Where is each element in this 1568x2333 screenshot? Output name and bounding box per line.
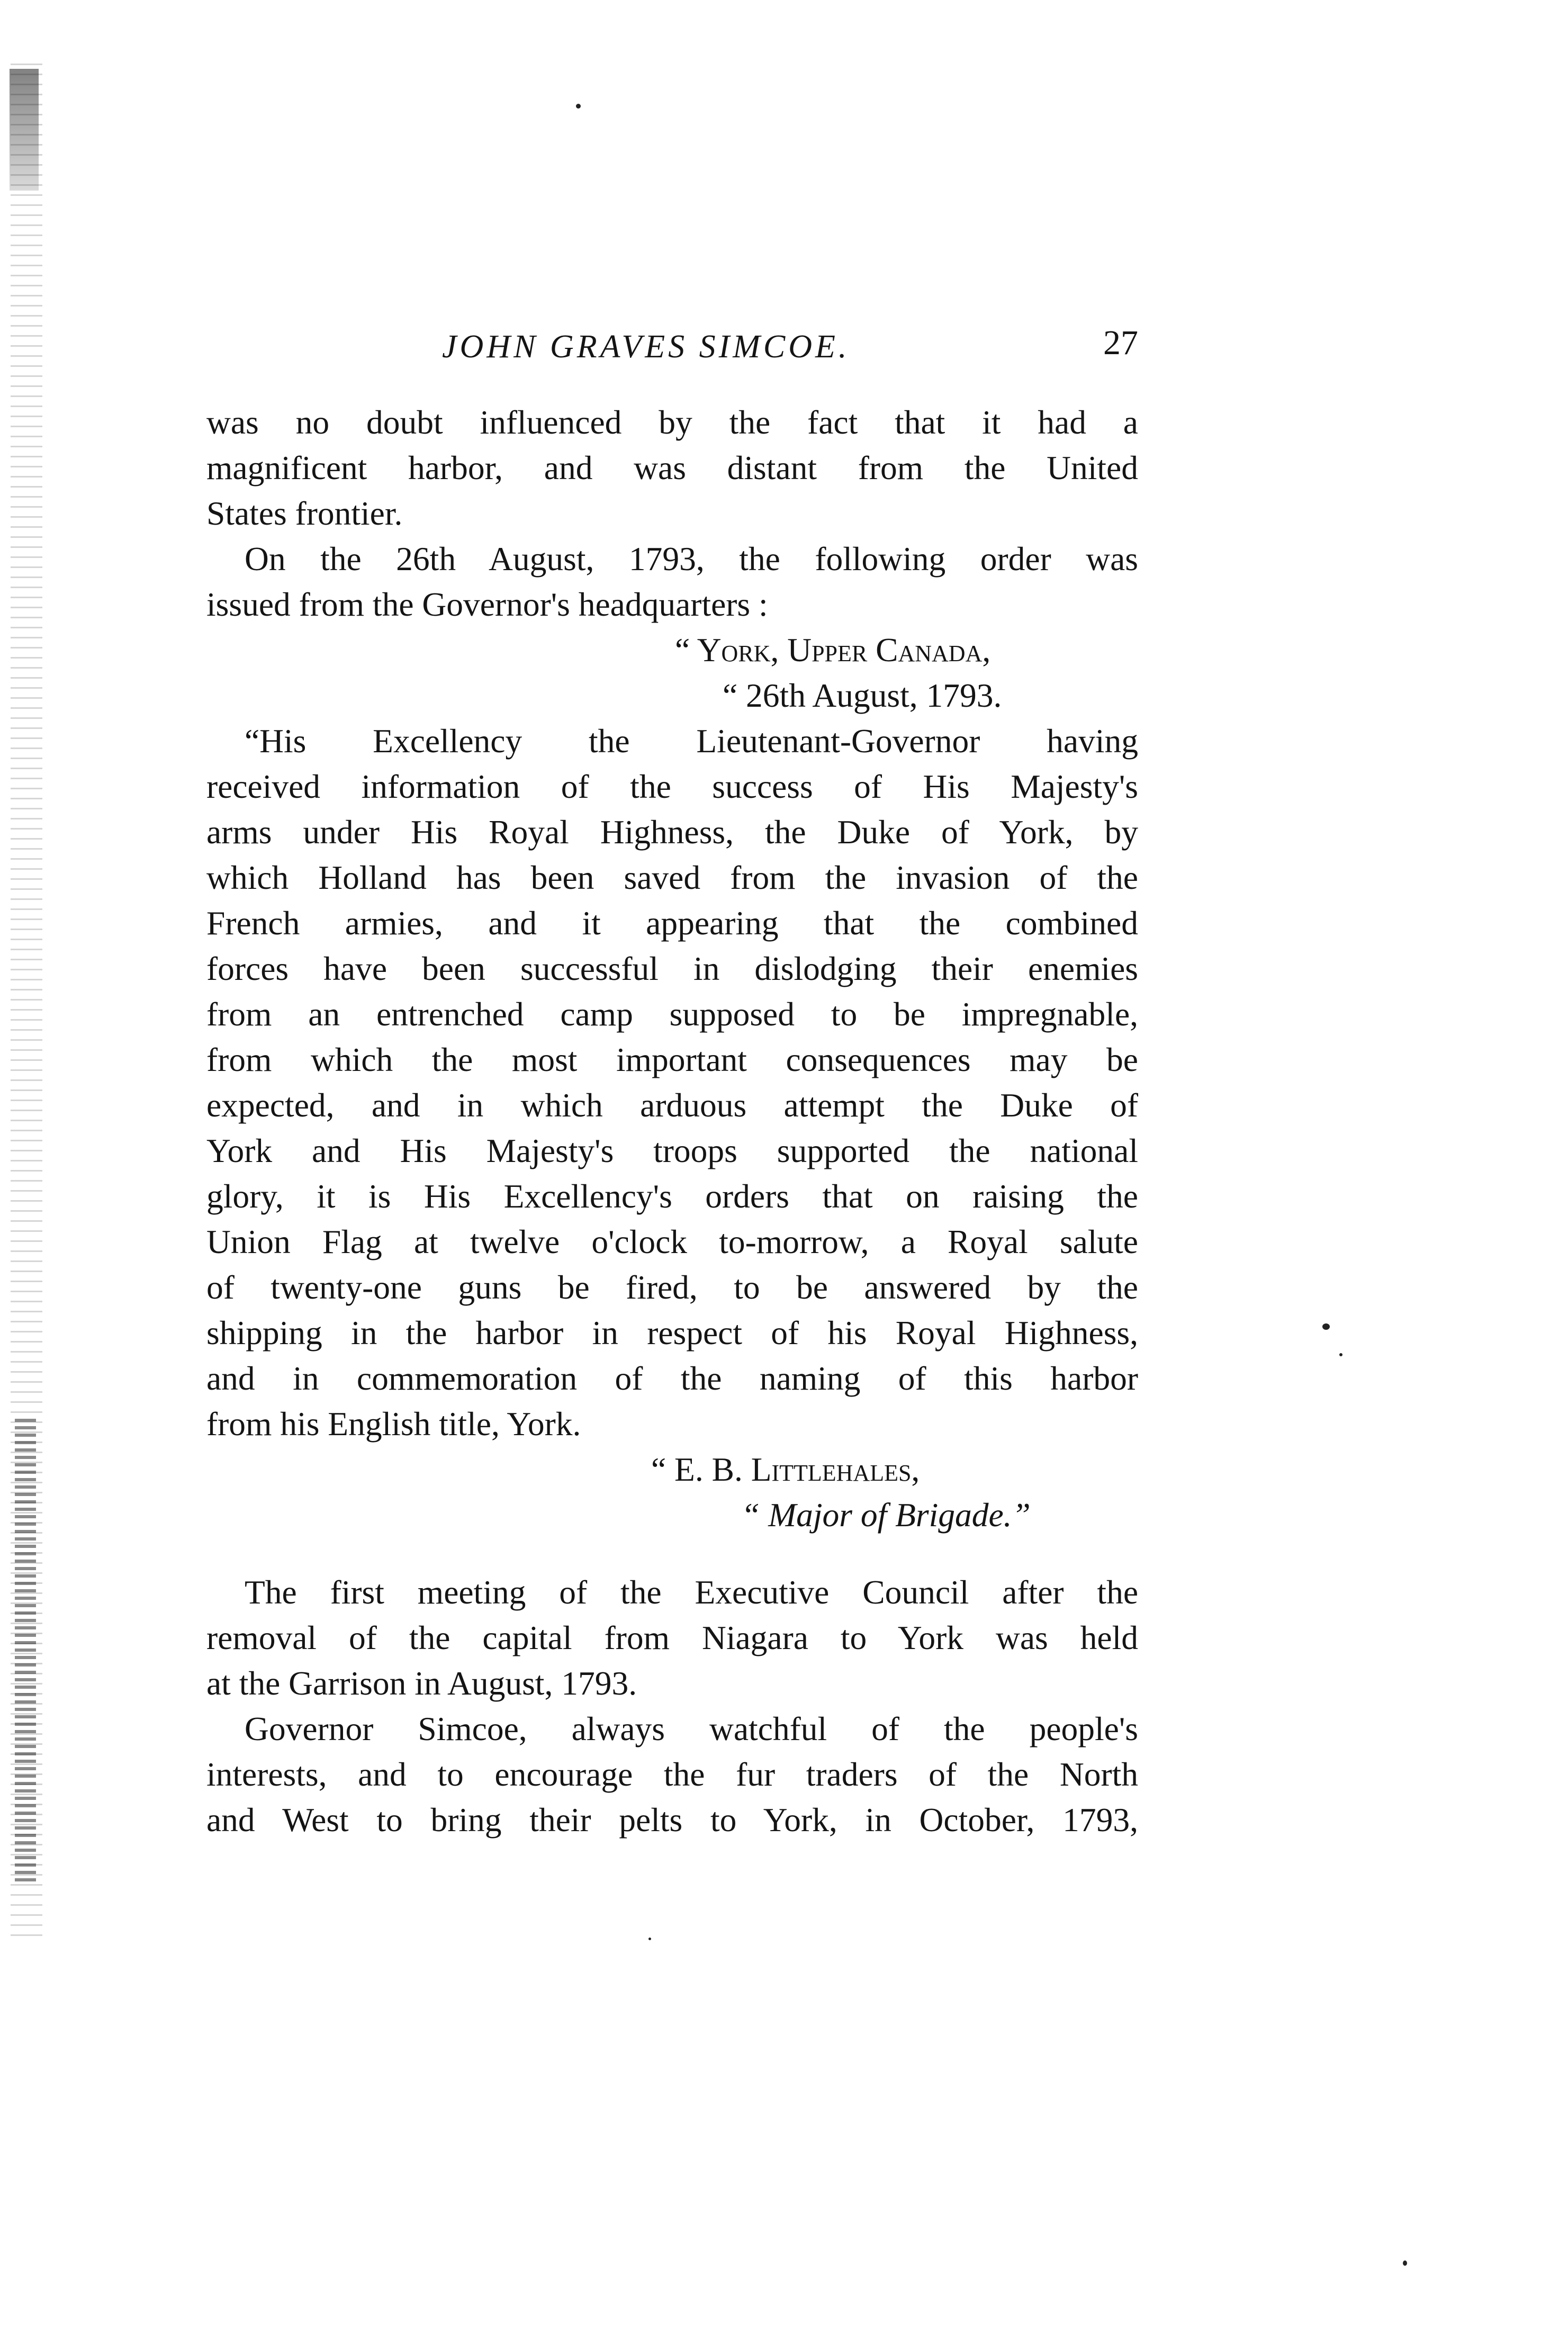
page-header [206, 323, 1138, 376]
text-line: The first meeting of the Executive Council after the [245, 1573, 1138, 1611]
paragraph-2 [206, 536, 1138, 627]
page-body [206, 400, 1138, 1843]
order-line: from which the most important consequences may be [206, 1041, 1138, 1078]
text-line: and West to bring their pelts to York, in October, 1793, [206, 1801, 1138, 1839]
paragraph-1 [206, 400, 1138, 536]
order-line: which Holland has been saved from the invasion of the [206, 859, 1138, 896]
order-signature-name: “ E. B. Littlehales, [651, 1451, 920, 1488]
scan-speck [648, 1938, 651, 1940]
text-line: magnificent harbor, and was distant from the United [206, 449, 1138, 487]
order-line: of twenty-one guns be fired, to be answered by the [206, 1268, 1138, 1306]
scan-speck [1403, 2260, 1407, 2266]
page-number: 27 [1103, 323, 1138, 362]
order-line: York and His Majesty's troops supported the national [206, 1132, 1138, 1169]
order-line: forces have been successful in dislodging their enemies [206, 950, 1138, 987]
order-dateline-date: “ 26th August, 1793. [723, 677, 1002, 714]
text-line: interests, and to encourage the fur traders of the North [206, 1755, 1138, 1793]
order-line: French armies, and it appearing that the combined [206, 904, 1138, 942]
scan-speck [1322, 1323, 1330, 1330]
order-line: from an entrenched camp supposed to be impregnable, [206, 995, 1138, 1033]
text-line: Governor Simcoe, always watchful of the people's [245, 1710, 1138, 1748]
order-line: from his English title, York. [206, 1405, 581, 1443]
text-line: removal of the capital from Niagara to York was held [206, 1619, 1138, 1656]
order-line: and in commemoration of the naming of this harbor [206, 1359, 1138, 1397]
text-line: issued from the Governor's headquarters : [206, 585, 768, 623]
order-line: received information of the success of His Majesty's [206, 768, 1138, 805]
text-line: was no doubt influenced by the fact that it had a [206, 403, 1138, 441]
order-line: Union Flag at twelve o'clock to-morrow, a Royal salute [206, 1223, 1138, 1260]
order-dateline-place: “ York, Upper Canada, [675, 631, 991, 669]
order-line: arms under His Royal Highness, the Duke of York, by [206, 813, 1138, 851]
scan-speck [576, 104, 581, 109]
scan-binding-shadow-bottom [15, 1419, 36, 1885]
text-line: On the 26th August, 1793, the following order was [245, 540, 1138, 578]
paragraph-3 [206, 1570, 1138, 1706]
scan-speck [1339, 1353, 1342, 1356]
order-line: glory, it is His Excellency's orders that on raising the [206, 1177, 1138, 1215]
order-signature-title: “ Major of Brigade.” [741, 1496, 1031, 1534]
order-line: shipping in the harbor in respect of his Royal Highness, [206, 1314, 1138, 1352]
garrison-order [206, 627, 1138, 1538]
text-line: at the Garrison in August, 1793. [206, 1664, 637, 1702]
paragraph-gap [206, 1538, 1138, 1570]
running-title: JOHN GRAVES SIMCOE. [442, 329, 850, 365]
scan-binding-shadow-top [10, 69, 39, 191]
text-line: States frontier. [206, 494, 403, 532]
paragraph-4 [206, 1706, 1138, 1843]
order-line: “His Excellency the Lieutenant-Governor having [245, 722, 1138, 760]
order-line: expected, and in which arduous attempt the Duke of [206, 1086, 1138, 1124]
